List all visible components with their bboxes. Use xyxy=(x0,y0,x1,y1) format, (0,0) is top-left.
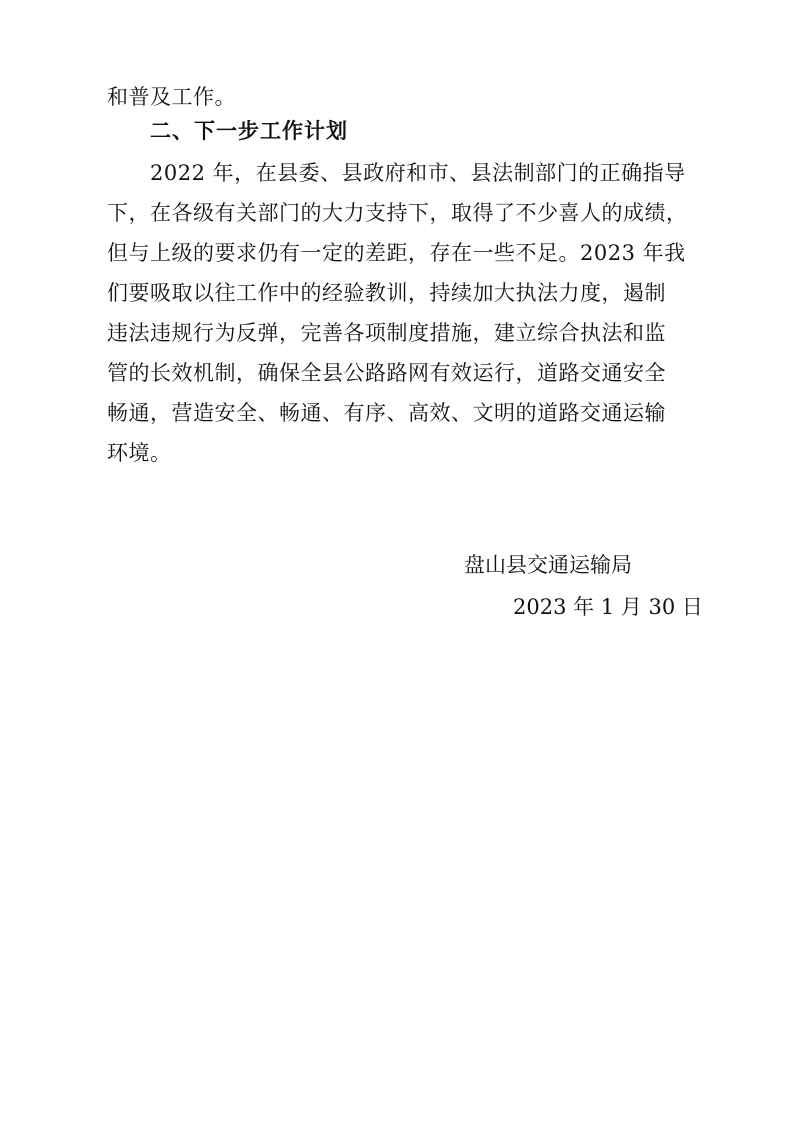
body-line: 但与上级的要求仍有一定的差距，存在一些不足。2023 年我 xyxy=(107,241,686,265)
body-line: 管的长效机制，确保全县公路路网有效运行，道路交通安全 xyxy=(107,361,666,385)
body-line: 下，在各级有关部门的大力支持下，取得了不少喜人的成绩， xyxy=(107,201,688,225)
signature-organization: 盘山县交通运输局 xyxy=(464,553,632,577)
intro-tail-text: 和普及工作。 xyxy=(107,85,236,109)
body-line: 违法违规行为反弹，完善各项制度措施，建立综合执法和监 xyxy=(107,321,666,345)
body-line: 们要吸取以往工作中的经验教训，持续加大执法力度，遏制 xyxy=(107,281,666,305)
signature-date: 2023 年 1 月 30 日 xyxy=(513,595,703,619)
body-line: 2022 年，在县委、县政府和市、县法制部门的正确指导 xyxy=(150,161,686,185)
body-line: 畅通，营造安全、畅通、有序、高效、文明的道路交通运输 xyxy=(107,401,666,425)
body-line: 环境。 xyxy=(107,441,172,465)
section-heading: 二、下一步工作计划 xyxy=(150,119,348,143)
